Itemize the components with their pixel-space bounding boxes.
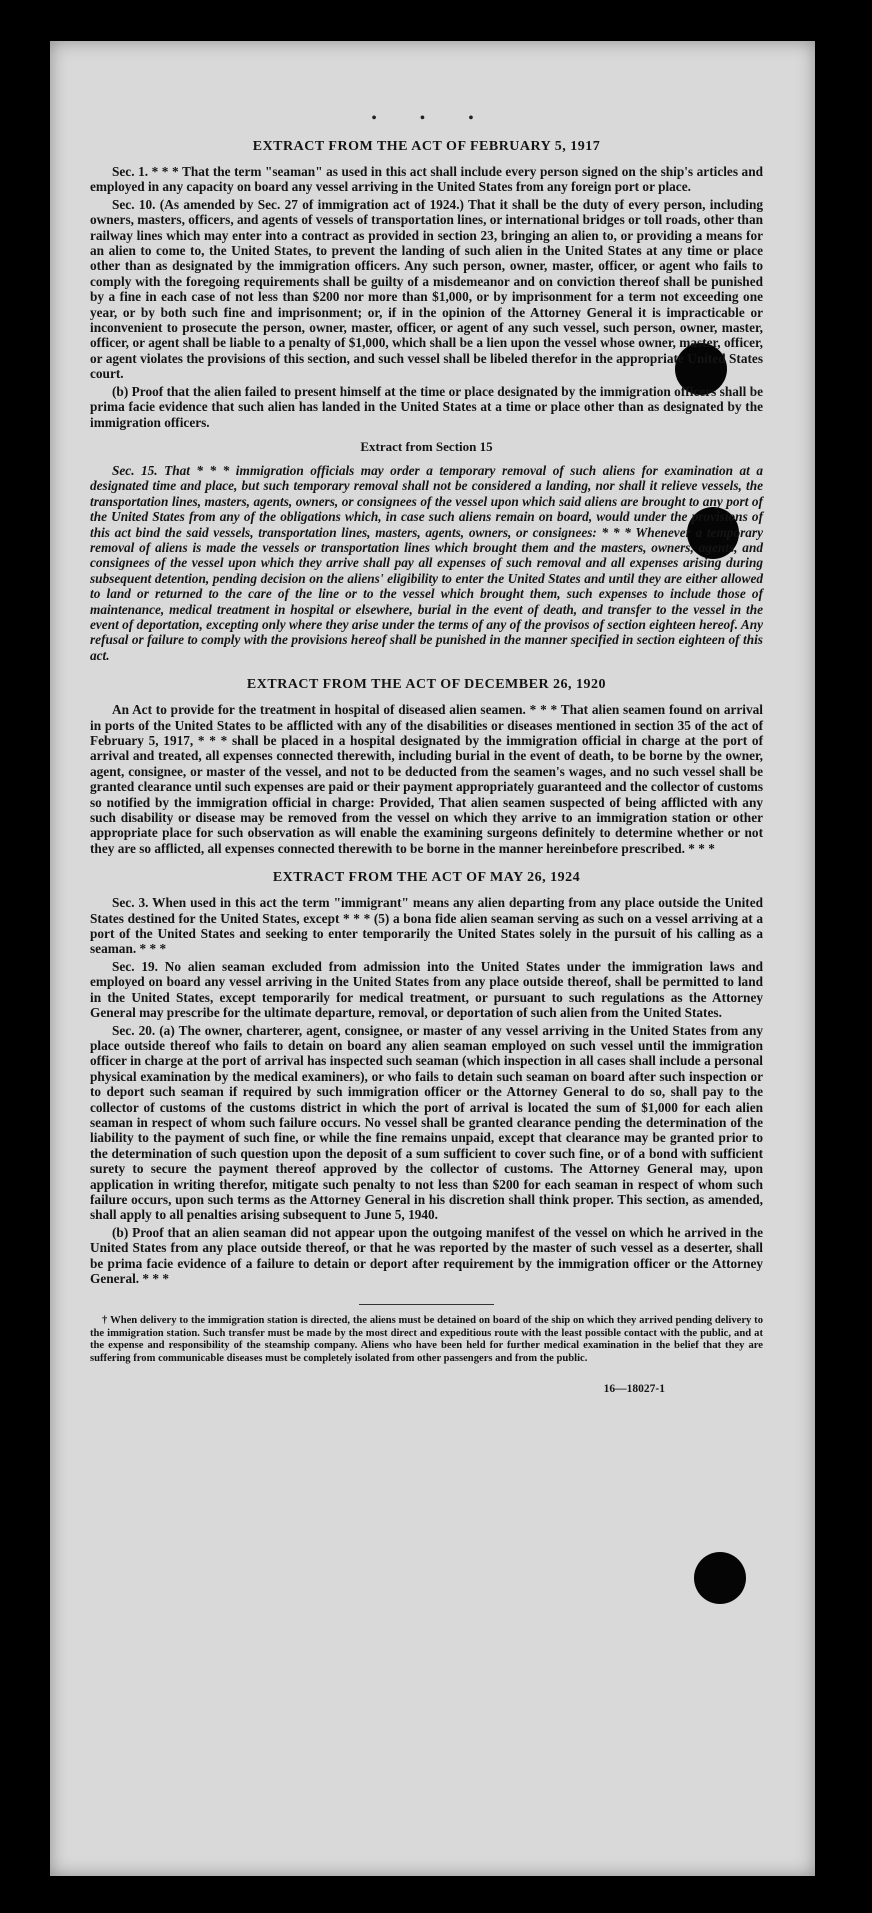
punch-hole-3 — [694, 1552, 746, 1604]
section-19-text: Sec. 19. No alien seaman excluded from admission into the United States under the immigration laws and employed on board any vessel arriving in the United States from any place outside thereof, shall be permitted to land in the United States, except temporarily for medical treatment, or pursuant to such regulations as the Attorney General may prescribe for the ultimate departure, removal, or deportation of such alien from the United States. — [90, 958, 763, 1021]
footnote-rule — [359, 1304, 494, 1305]
heading-section-15: Extract from Section 15 — [360, 438, 493, 454]
section-10b-text: (b) Proof that the alien failed to present himself at the time or place designated by the immigration officers shall be prima facie evidence that such alien has landed in the United States at a time or place other than as designated by the immigration officers. — [90, 383, 763, 430]
document-body — [90, 125, 763, 1395]
footnote-text: † When delivery to the immigration station is directed, the aliens must be detained on board of the ship on which they arrived pending delivery to the immigration station. Such transfer must be made by the most direct and expeditious route with the least possible contact with the public, and at the expense and responsibility of the steamship company. Aliens who have been held for further medical examination in the belief that they are suffering from communicable diseases must be completely isolated from other passengers and from the public. — [90, 1315, 763, 1364]
heading-act-1924: EXTRACT FROM THE ACT OF MAY 26, 1924 — [272, 870, 581, 886]
section-3-text: Sec. 3. When used in this act the term "immigrant" means any alien departing from any place outside the United States destined for the United States, except * * * (5) a bona fide alien seaman serving as such on a vessel arriving at a port of the United States and seeking to enter temporarily the United States solely in the pursuit of his calling as a seaman. * * * — [90, 895, 763, 957]
section-20a-text: Sec. 20. (a) The owner, charterer, agent, consignee, or master of any vessel arriving in the United States from any place outside thereof who fails to detain on board any alien seaman employed on such vessel until the immigration officer in charge at the port of arrival has inspected such seaman (which inspection in all cases shall include a personal physical examination by the medical examiners), or who fails to detain such seaman on board after such inspection or to deport such seaman if required by such immigration officer or the Attorney General to do so, shall pay to the collector of customs of the customs district in which the port of arrival is located the sum of $1,000 for each alien seaman in respect of whom such failure occurs. No vessel shall be granted clearance pending the determination of the liability to the payment of such fine, or while the fine remains unpaid, except that clearance may be granted prior to the determination of such question upon the deposit of a sum sufficient to cover such fine, or of a bond with sufficient surety to secure the payment thereof approved by the collector of customs. The Attorney General may, upon application in writing therefor, mitigate such penalty to not less than $200 for each seaman in respect of whom such failure occurs, upon such terms as the Attorney General in his discretion shall think proper. This section, as amended, shall apply to all penalties arising subsequent to June 5, 1940. — [90, 1022, 763, 1223]
act-1920-text: An Act to provide for the treatment in hospital of diseased alien seamen. * * * That alien seamen found on arrival in ports of the United States to be afflicted with any of the disabilities or diseases mentioned in section 35 of the act of February 5, 1917, * * * shall be placed in a hospital designated by the immigration official in charge at the port of arrival and treated, all expenses connected therewith, including burial in the event of death, to be borne by the owner, agent, consignee, or master of the vessel, and not to be deducted from the seamen's wages, and no such vessel shall be granted clearance until such expenses are paid or their payment appropriately guaranteed and the collector of customs so notified by the immigration official in charge: Provided, That alien seamen suspected of being afflicted with any such disability or disease may be removed from the vessel on which they arrive to an immigration station or other appropriate place for such observation as will enable the examining surgeons definitely to determine whether or not they are so afflicted, all expenses connected therewith to be borne in the manner hereinbefore prescribed. * * * — [90, 702, 763, 856]
section-10-text: Sec. 10. (As amended by Sec. 27 of immigration act of 1924.) That it shall be the duty of every person, including owners, masters, officers, and agents of vessels of transportation lines, or international bridges or toll roads, other than railway lines which may enter into a contract as provided in section 23, bringing an alien to, or providing a means for an alien to come to, the United States, to prevent the landing of such alien in the United States at any time or place other than as designated by the immigration officers. Any such person, owner, master, officer, or agent who fails to comply with the foregoing requirements shall be guilty of a misdemeanor and on conviction thereof shall be punished by a fine in each case of not less than $200 nor more than $1,000, or by imprisonment for a term not exceeding one year, or by both such fine and imprisonment; or, if in the opinion of the Attorney General it is impracticable or inconvenient to prosecute the person, owner, master, officer, or agent of any such vessel, such person, owner, master, officer, or agent shall be liable to a penalty of $1,000, which shall be a lien upon the vessel whose owner, master, officer, or agent violates the provisions of this section, and such vessel shall be libeled therefor in the appropriate United States court. — [90, 196, 763, 382]
section-15-text: Sec. 15. That * * * immigration officials may order a temporary removal of such aliens for examination at a designated time and place, but such temporary removal shall not be considered a landing, nor shall it relieve vessels, the transportation lines, masters, agents, owners, or consignees of the vessel upon which said aliens are brought to any port of the United States from any of the obligations which, in case such aliens remain on board, would under the provisions of this act bind the said vessels, transportation lines, masters, agents, owners, or consignees: * * * Whenever a temporary removal of aliens is made the vessels or transportation lines which brought them and the masters, owners, agents, and consignees of the vessel upon which they arrive shall pay all expenses of such removal and all expenses arising during subsequent detention, pending decision on the aliens' eligibility to enter the United States and until they are either allowed to land or returned to the care of the line or to the vessel which brought them, such expenses to include those of maintenance, medical treatment in hospital or elsewhere, burial in the event of death, and transfer to the vessel in the event of deportation, excepting only where they arise under the terms of any of the provisos of section eighteen hereof. Any refusal or failure to comply with the provisions hereof shall be punished in the manner specified in section eighteen of this act. — [90, 462, 763, 663]
heading-act-1920: EXTRACT FROM THE ACT OF DECEMBER 26, 1920 — [246, 677, 607, 693]
form-number: 16—18027-1 — [603, 1383, 665, 1396]
heading-act-1917: EXTRACT FROM THE ACT OF FEBRUARY 5, 1917 — [252, 139, 601, 154]
section-20b-text: (b) Proof that an alien seaman did not appear upon the outgoing manifest of the vessel on which he arrived in the United States from any place outside thereof, or that he was reported by the master of such vessel as a deserter, shall be prima facie evidence of a failure to detain or deport after requirement by the immigration officer or the Attorney General. * * * — [90, 1224, 763, 1286]
section-1-text: Sec. 1. * * * That the term "seaman" as used in this act shall include every person signed on the ship's articles and employed in any capacity on board any vessel arriving in the United States from any foreign port or place. — [90, 164, 763, 195]
header-marks: • • • — [371, 111, 494, 126]
